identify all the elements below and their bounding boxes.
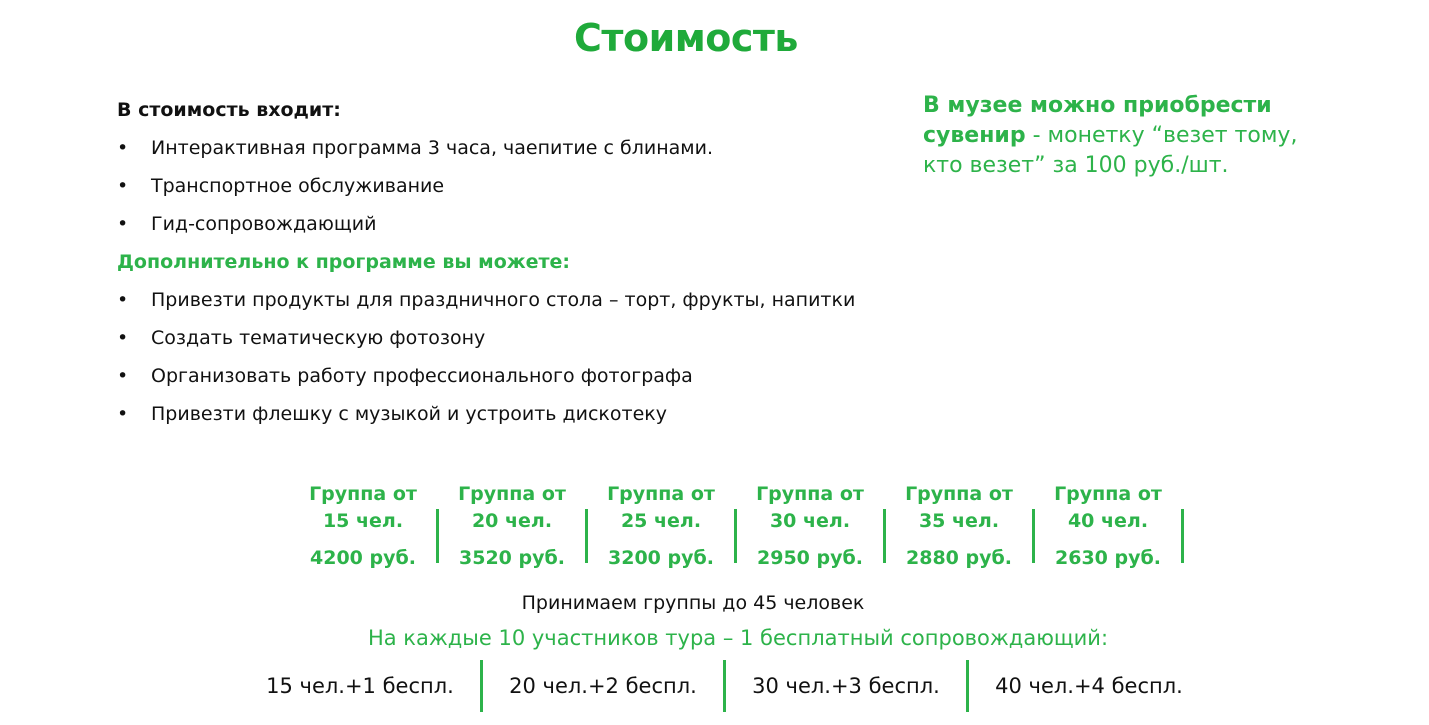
program-details: [117, 96, 877, 438]
group-price-item: [290, 481, 436, 572]
group-size: 40 чел.: [1067, 510, 1149, 532]
group-price-item: [886, 481, 1032, 572]
group-size: 20 чел.: [471, 510, 553, 532]
group-label: Группа от: [607, 483, 715, 505]
souvenir-bold: В музее можно приобрести сувенир: [923, 93, 1272, 148]
extra-heading: Дополнительно к программе вы можете:: [117, 251, 571, 273]
free-companion-title: На каждые 10 участников тура – 1 бесплатный сопровождающий:: [367, 626, 1109, 650]
group-price-item: [1035, 481, 1181, 572]
group-price: 2630 руб.: [1055, 547, 1161, 569]
group-prices: [290, 481, 1184, 572]
group-label: Группа от: [309, 483, 417, 505]
list-item: • Транспортное обслуживание: [117, 172, 877, 210]
group-price-item: [439, 481, 585, 572]
list-item: • Организовать работу профессионального фотографа: [117, 362, 877, 400]
group-label: Группа от: [1054, 483, 1162, 505]
group-price-item: [737, 481, 883, 572]
group-size: 25 чел.: [620, 510, 702, 532]
group-price: 3200 руб.: [608, 547, 714, 569]
group-size: 35 чел.: [918, 510, 1000, 532]
group-limit-note: Принимаем группы до 45 человек: [521, 592, 865, 614]
list-item: • Привезти продукты для праздничного стола – торт, фрукты, напитки: [117, 286, 877, 324]
souvenir-note: [923, 91, 1323, 181]
group-size: 30 чел.: [769, 510, 851, 532]
group-label: Группа от: [756, 483, 864, 505]
divider: [1181, 509, 1184, 563]
group-price: 4200 руб.: [310, 547, 416, 569]
souvenir-rest: - монетку “везет тому, кто везет” за 100 руб./шт.: [923, 123, 1298, 178]
group-price: 2880 руб.: [906, 547, 1012, 569]
included-list: [117, 134, 877, 248]
list-item: • Привезти флешку с музыкой и устроить дискотеку: [117, 400, 877, 438]
page-title: Стоимость: [574, 16, 798, 60]
group-price-item: [588, 481, 734, 572]
group-price: 3520 руб.: [459, 547, 565, 569]
free-companion-item: 15 чел.+1 беспл.: [266, 674, 454, 698]
group-size: 15 чел.: [322, 510, 404, 532]
group-label: Группа от: [458, 483, 566, 505]
free-companion-item: 20 чел.+2 беспл.: [509, 674, 697, 698]
list-item: • Гид-сопровождающий: [117, 210, 877, 248]
list-item: • Создать тематическую фотозону: [117, 324, 877, 362]
group-label: Группа от: [905, 483, 1013, 505]
group-price: 2950 руб.: [757, 547, 863, 569]
free-companion-row: [240, 660, 1209, 712]
extra-list: [117, 286, 877, 438]
list-item: • Интерактивная программа 3 часа, чаепитие с блинами.: [117, 134, 877, 172]
free-companion-item: 40 чел.+4 беспл.: [995, 674, 1183, 698]
included-heading: В стоимость входит:: [117, 99, 341, 121]
free-companion-item: 30 чел.+3 беспл.: [752, 674, 940, 698]
